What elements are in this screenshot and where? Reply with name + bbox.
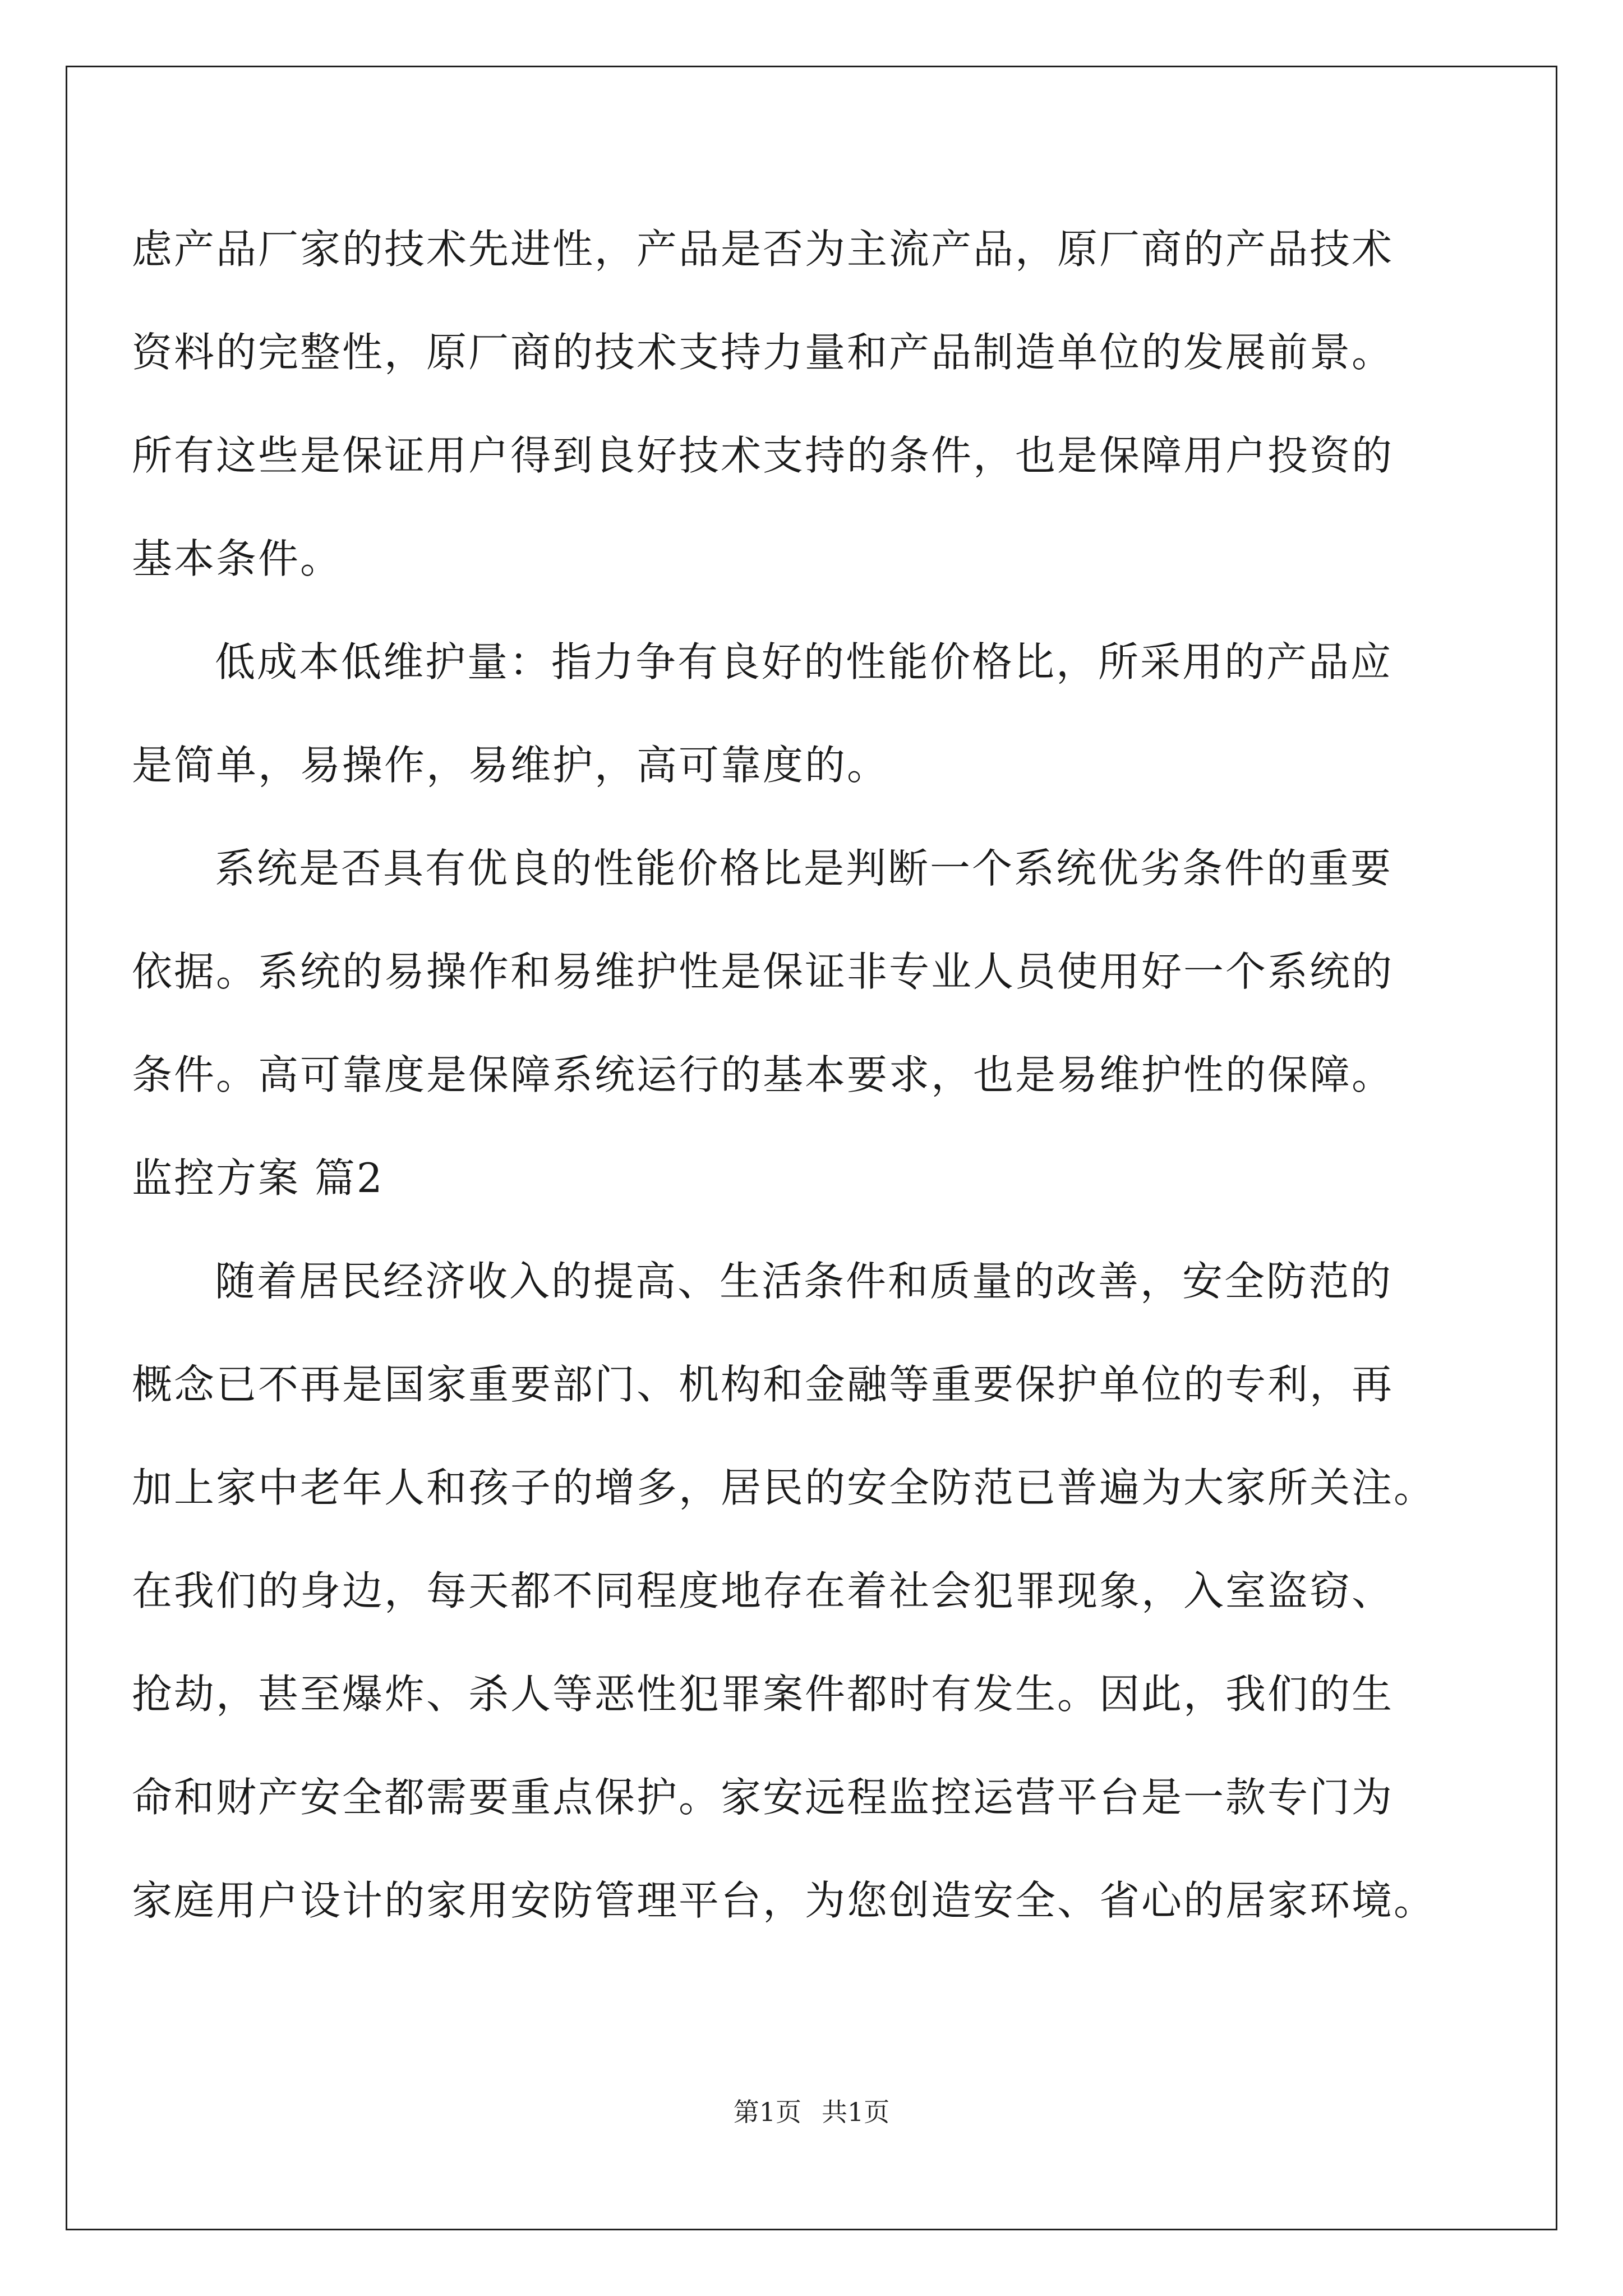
- paragraph-2-line-1: 低成本低维护量：指力争有良好的性能价格比，所采用的产品应: [215, 638, 1393, 685]
- paragraph-5-line-5: 抢劫，甚至爆炸、杀人等恶性犯罪案件都时有发生。因此，我们的生: [132, 1671, 1394, 1718]
- paragraph-3-line-2: 依据。系统的易操作和易维护性是保证非专业人员使用好一个系统的: [132, 948, 1394, 995]
- page-number: 第1页: [733, 2097, 801, 2127]
- paragraph-5-line-3: 加上家中老年人和孩子的增多，居民的安全防范已普遍为大家所关注。: [132, 1464, 1436, 1511]
- paragraph-1-line-2: 资料的完整性，原厂商的技术支持力量和产品制造单位的发展前景。: [132, 329, 1394, 376]
- paragraph-5-line-4: 在我们的身边，每天都不同程度地存在着社会犯罪现象，入室盗窃、: [132, 1567, 1394, 1614]
- body-text: [132, 197, 1495, 1952]
- paragraph-5-line-2: 概念已不再是国家重要部门、机构和金融等重要保护单位的专利，再: [132, 1361, 1394, 1408]
- paragraph-1-line-1: 虑产品厂家的技术先进性，产品是否为主流产品，原厂商的产品技术: [132, 226, 1394, 273]
- paragraph-3-line-1: 系统是否具有优良的性能价格比是判断一个系统优劣条件的重要: [215, 845, 1393, 892]
- paragraph-5-line-1: 随着居民经济收入的提高、生活条件和质量的改善，安全防范的: [215, 1258, 1393, 1305]
- paragraph-1-line-3: 所有这些是保证用户得到良好技术支持的条件，也是保障用户投资的: [132, 432, 1394, 479]
- paragraph-5-line-6: 命和财产安全都需要重点保护。家安远程监控运营平台是一款专门为: [132, 1774, 1394, 1821]
- paragraph-1-line-4: 基本条件。: [132, 535, 343, 582]
- paragraph-5-line-7: 家庭用户设计的家用安防管理平台，为您创造安全、省心的居家环境。: [132, 1877, 1436, 1924]
- paragraph-3-line-3: 条件。高可靠度是保障系统运行的基本要求，也是易维护性的保障。: [132, 1051, 1394, 1098]
- section-heading: 监控方案 篇2: [132, 1154, 384, 1202]
- paragraph-2-line-2: 是简单，易操作，易维护，高可靠度的。: [132, 742, 889, 789]
- total-pages: 共1页: [822, 2097, 890, 2127]
- page-footer: [0, 2095, 1623, 2129]
